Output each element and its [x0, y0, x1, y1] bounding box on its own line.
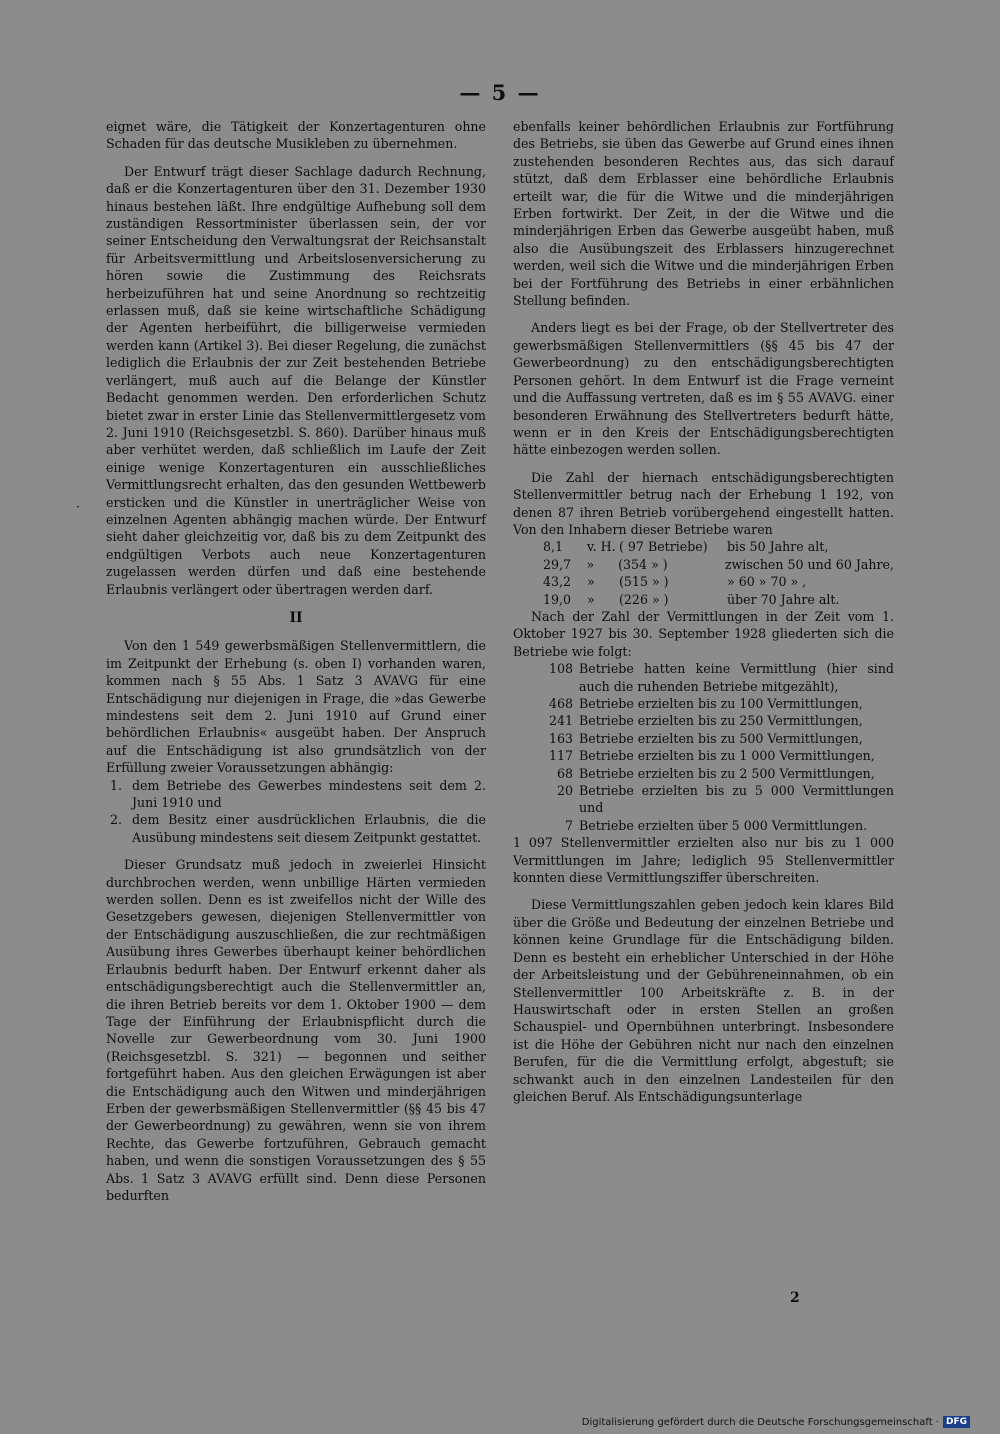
- paragraph: eignet wäre, die Tätigkeit der Konzertagenturen ohne Schaden für das deutsche Musikleben zu übernehmen.: [106, 119, 486, 152]
- stat-row: 68 Betriebe erzielten bis zu 2 500 Vermittlungen,: [556, 765, 875, 781]
- margin-mark: ·: [76, 500, 80, 514]
- credit-text: Digitalisierung gefördert durch die Deutsche Forschungsgemeinschaft ·: [581, 1416, 939, 1428]
- stat-row: 163 Betriebe erzielten bis zu 500 Vermittlungen,: [548, 730, 863, 746]
- paragraph: ebenfalls keiner behördlichen Erlaubnis zur Fortführung des Betriebs, sie üben das Gewerbe auf Grund eines ihnen zustehenden besonderen Rechtes aus, das sich darauf stützt, daß dem Erblasser eine behördliche Erlaubnis erteilt war, die für die Witwe und die minderjährigen Erben fortwirkt. Der Zeit, in der die Witwe und die minderjährigen Erben das Gewerbe ausgeübt haben, muß also die Ausübungszeit des Erblassers hinzugerechnet werden, weil sich die Witwe und die minderjährigen Erben bei der Fortführung des Betriebs in einer erbähnlichen Stellung befinden.: [513, 119, 894, 309]
- signature-mark: 2: [790, 1290, 800, 1306]
- right-column: [513, 118, 894, 1105]
- stat-row: 241 Betriebe erzielten bis zu 250 Vermittlungen,: [548, 713, 863, 729]
- list-text: dem Betriebe des Gewerbes mindestens seit dem 2. Juni 1910 und: [132, 777, 486, 811]
- paragraph: Die Zahl der hiernach entschädigungsberechtigten Stellenvermittler betrug nach der Erhebung 1 192, von denen 87 ihren Betrieb vorübergehend eingestellt hatten. Von den Inhabern dieser Betriebe waren: [513, 469, 894, 537]
- list-number: 1.: [110, 777, 123, 793]
- dfg-logo: DFG: [943, 1416, 970, 1428]
- list-number: 2.: [110, 812, 123, 828]
- age-row: 8,1 v. H. ( 97 Betriebe) bis 50 Jahre alt,: [543, 539, 829, 555]
- paragraph: Nach der Zahl der Vermittlungen in der Zeit vom 1. Oktober 1927 bis 30. September 1928 gliederten sich die Betriebe wie folgt:: [513, 608, 894, 659]
- paragraph: Dieser Grundsatz muß jedoch in zweierlei Hinsicht durchbrochen werden, wenn unbillige Härten vermieden werden sollen. Denn es ist zweifellos nicht der Wille des Gesetzgebers gewesen, diejenigen Stellenvermittler von der Entschädigung auszuschließen, die zur rechtmäßigen Ausübung ihres Gewerbes überhaupt keiner behördlichen Erlaubnis bedurft haben. Der Entwurf erkennt daher als entschädigungsberechtigt auch die Stellenvermittler an, die ihren Betrieb bereits vor dem 1. Oktober 1900 — dem Tage der Einführung der Erlaubnispflicht durch die Novelle zur Gewerbeordnung vom 30. Juni 1900 (Reichsgesetzbl. S. 321) — begonnen und seither fortgeführt haben. Aus den gleichen Erwägungen ist aber die Entschädigung auch den Witwen und minderjährigen Erben der gewerbsmäßigen Stellenvermittler (§§ 45 bis 47 der Gewerbeordnung) zu gewähren, wenn sie von ihrem Rechte, das Gewerbe fortzuführen, Gebrauch gemacht haben, und wenn die sonstigen Voraussetzungen des § 55 Abs. 1 Satz 3 AVAVG erfüllt sind. Denn diese Personen bedurften: [106, 857, 486, 1203]
- list-item: [106, 777, 486, 812]
- stat-row: 7 Betriebe erzielten über 5 000 Vermittlungen.: [564, 817, 868, 833]
- age-row: 29,7 » (354 » ) zwischen 50 und 60 Jahre,: [543, 556, 894, 572]
- age-row: 19,0 » (226 » ) über 70 Jahre alt.: [543, 591, 840, 607]
- digitization-credit: [582, 1416, 970, 1428]
- left-column: [106, 118, 486, 1204]
- stat-row: 468 Betriebe erzielten bis zu 100 Vermittlungen,: [548, 696, 863, 711]
- paragraph: Von den 1 549 gewerbsmäßigen Stellenvermittlern, die im Zeitpunkt der Erhebung (s. oben I) vorhanden waren, kommen nach § 55 Abs. 1 Satz 3 AVAVG für eine Entschädigung nur diejenigen in Frage, die »das Gewerbe mindestens seit dem 2. Juni 1910 auf Grund einer behördlichen Erlaubnis« ausgeübt haben. Der Anspruch auf die Entschädigung ist also grundsätzlich von der Erfüllung zweier Voraussetzungen abhängig:: [106, 638, 486, 776]
- list-text: dem Besitz einer ausdrücklichen Erlaubnis, die die Ausübung mindestens seit diesem Zeitpunkt gestattet.: [132, 812, 486, 845]
- stat-row: 117 Betriebe erzielten bis zu 1 000 Vermittlungen,: [548, 748, 875, 764]
- paragraph: 1 097 Stellenvermittler erzielten also nur bis zu 1 000 Vermittlungen im Jahre; lediglich 95 Stellenvermittler konnten diese Vermittlungsziffer überschreiten.: [513, 835, 894, 886]
- page-number: — 5 —: [459, 80, 541, 105]
- age-row: 43,2 » (515 » ) » 60 » 70 » ,: [543, 574, 807, 590]
- stat-row: 20 Betriebe erzielten bis zu 5 000 Vermittlungen und: [556, 783, 894, 816]
- stat-row: 108 Betriebe hatten keine Vermittlung (hier sind auch die ruhenden Betriebe mitgezählt),: [548, 661, 894, 694]
- paragraph: Diese Vermittlungszahlen geben jedoch kein klares Bild über die Größe und Bedeutung der einzelnen Betriebe und können keine Grundlage für die Entschädigung bilden. Denn es besteht ein erheblicher Unterschied in der Höhe der Arbeitsleistung und der Gebühreneinnahmen, ob ein Stellenvermittler 100 Arbeitskräfte z. B. in der Hauswirtschaft oder in ersten Stellen an großen Schauspiel- und Opernbühnen unterbringt. Insbesondere ist die Höhe der Gebühren nicht nur nach den einzelnen Berufen, für die die Vermittlung erfolgt, abgestuft; sie schwankt auch in den einzelnen Landesteilen für den gleichen Beruf. Als Entschädigungsunterlage: [513, 897, 894, 1104]
- section-heading: II: [289, 609, 303, 626]
- paragraph: Der Entwurf trägt dieser Sachlage dadurch Rechnung, daß er die Konzertagenturen über den 31. Dezember 1930 hinaus bestehen läßt. Ihre endgültige Aufhebung soll dem zuständigen Ressortminister überlassen sein, der vor seiner Entscheidung den Verwaltungsrat der Reichsanstalt für Arbeitsvermittlung und Arbeitslosenversicherung zu hören sowie die Zustimmung des Reichsrats herbeizuführen hat und seine Anordnung so rechtzeitig erlassen muß, daß sie keine wirtschaftliche Schädigung der Agenten herbeiführt, die billigerweise vermieden werden kann (Artikel 3). Bei dieser Regelung, die zunächst lediglich die Erlaubnis der zur Zeit bestehenden Betriebe verlängert, muß auch auf die Belange der Künstler Bedacht genommen werden. Den erforderlichen Schutz bietet zwar in erster Linie das Stellenvermittlergesetz vom 2. Juni 1910 (Reichsgesetzbl. S. 860). Darüber hinaus muß aber verhütet werden, daß schließlich im Laufe der Zeit einige wenige Konzertagenturen ein ausschließliches Vermittlungsrecht erhalten, das den gesunden Wettbewerb ersticken und die Künstler in unerträglicher Weise von einzelnen Agenten abhängig machen würde. Der Entwurf sieht daher gleichzeitig vor, daß bis zu dem Zeitpunkt des endgültigen Verbots auch neue Konzertagenturen zugelassen werden dürfen und daß eine bestehende Erlaubnis verlängert oder übertragen werden darf.: [106, 163, 486, 597]
- list-item: [106, 811, 486, 846]
- paragraph: Anders liegt es bei der Frage, ob der Stellvertreter des gewerbsmäßigen Stellenvermittlers (§§ 45 bis 47 der Gewerbeordnung) zu den entschädigungsberechtigten Personen gehört. In dem Entwurf ist die Frage verneint und die Auffassung vertreten, daß es im § 55 AVAVG. einer besonderen Erwähnung des Stellvertreters bedurft hätte, wenn er in den Kreis der Entschädigungsberechtigten hätte einbezogen werden sollen.: [513, 320, 894, 458]
